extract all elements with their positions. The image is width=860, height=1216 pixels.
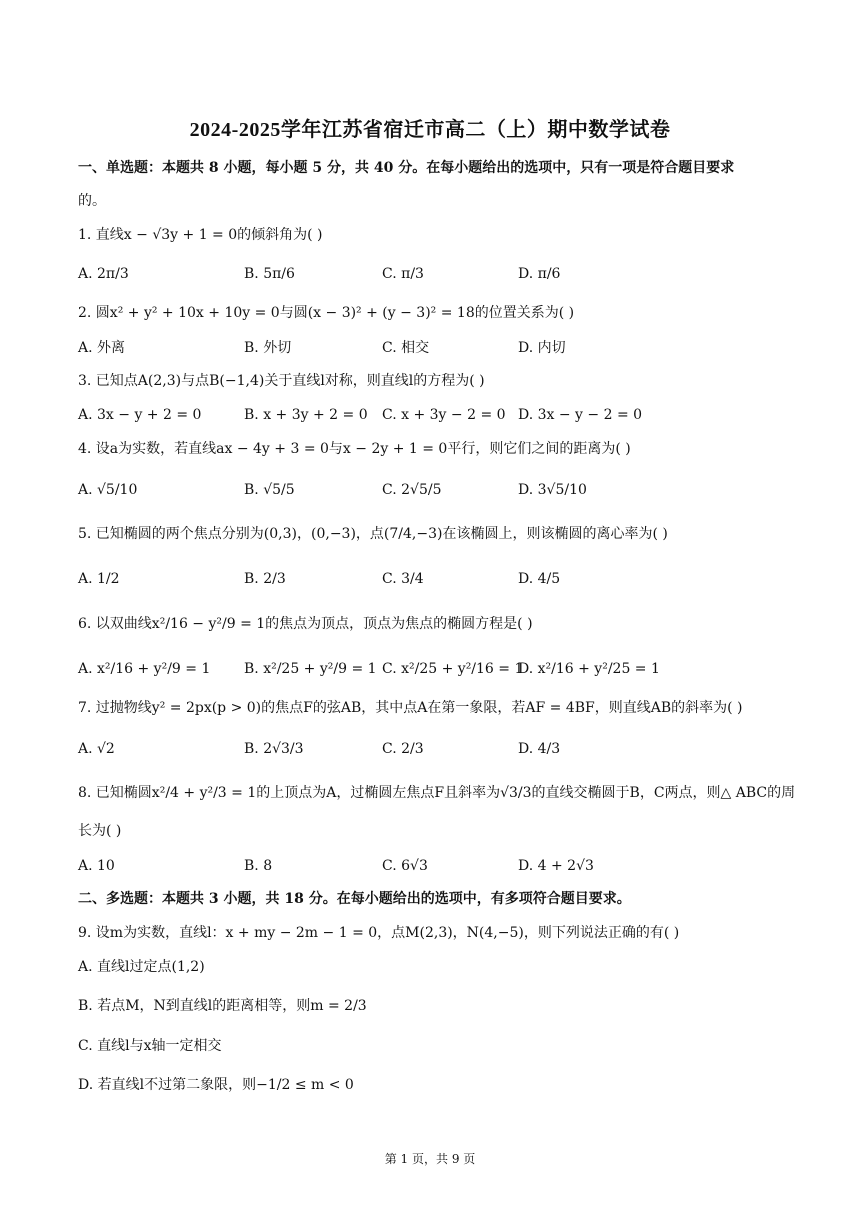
question-9-option-c: C. 直线l与x轴一定相交 bbox=[78, 1038, 222, 1054]
section-1-heading-cont: 的。 bbox=[78, 193, 106, 209]
question-9: 9. 设m为实数，直线l：x + my − 2m − 1 = 0，点M(2,3)，N(4,−5)，则下列说法正确的有( ) bbox=[78, 925, 680, 941]
question-2-option-d: D. 内切 bbox=[518, 340, 566, 356]
question-2-option-c: C. 相交 bbox=[382, 340, 430, 356]
question-8-cont: 长为( ) bbox=[78, 823, 122, 839]
question-5-option-b: B. 2/3 bbox=[244, 571, 286, 587]
section-2-heading: 二、多选题：本题共 3 小题，共 18 分。在每小题给出的选项中，有多项符合题目要求。 bbox=[78, 891, 631, 907]
question-2: 2. 圆x² + y² + 10x + 10y = 0与圆(x − 3)² + (y − 3)² = 18的位置关系为( ) bbox=[78, 305, 575, 321]
question-5-option-d: D. 4/5 bbox=[518, 571, 561, 587]
question-3-option-b: B. x + 3y + 2 = 0 bbox=[244, 407, 368, 423]
question-5-option-c: C. 3/4 bbox=[382, 571, 424, 587]
question-1-option-c: C. π/3 bbox=[382, 266, 424, 282]
question-4-option-c: C. 2√5/5 bbox=[382, 482, 442, 498]
question-3-option-d: D. 3x − y − 2 = 0 bbox=[518, 407, 643, 423]
question-9-option-d: D. 若直线l不过第二象限，则−1/2 ≤ m < 0 bbox=[78, 1077, 354, 1093]
question-1-option-d: D. π/6 bbox=[518, 266, 561, 282]
question-3-option-c: C. x + 3y − 2 = 0 bbox=[382, 407, 506, 423]
question-6-option-a: A. x²/16 + y²/9 = 1 bbox=[78, 661, 211, 677]
question-2-option-b: B. 外切 bbox=[244, 340, 292, 356]
question-4-option-d: D. 3√5/10 bbox=[518, 482, 587, 498]
question-1: 1. 直线x − √3y + 1 = 0的倾斜角为( ) bbox=[78, 227, 323, 243]
question-6-option-d: D. x²/16 + y²/25 = 1 bbox=[518, 661, 660, 677]
exam-title: 2024-2025学年江苏省宿迁市高二（上）期中数学试卷 bbox=[189, 119, 671, 141]
question-5-option-a: A. 1/2 bbox=[78, 571, 120, 587]
question-9-option-b: B. 若点M，N到直线l的距离相等，则m = 2/3 bbox=[78, 998, 367, 1014]
question-4: 4. 设a为实数，若直线ax − 4y + 3 = 0与x − 2y + 1 = 0平行，则它们之间的距离为( ) bbox=[78, 441, 631, 457]
question-6: 6. 以双曲线x²/16 − y²/9 = 1的焦点为顶点，顶点为焦点的椭圆方程是( ) bbox=[78, 616, 533, 632]
question-4-option-b: B. √5/5 bbox=[244, 482, 295, 498]
question-7-option-c: C. 2/3 bbox=[382, 741, 424, 757]
question-8-option-a: A. 10 bbox=[78, 858, 115, 874]
question-4-option-a: A. √5/10 bbox=[78, 482, 138, 498]
question-8-option-d: D. 4 + 2√3 bbox=[518, 858, 594, 874]
question-7-option-b: B. 2√3/3 bbox=[244, 741, 304, 757]
question-8-option-c: C. 6√3 bbox=[382, 858, 428, 874]
question-7: 7. 过抛物线y² = 2px(p > 0)的焦点F的弦AB，其中点A在第一象限，若AF = 4BF，则直线AB的斜率为( ) bbox=[78, 700, 743, 716]
section-1-heading: 一、单选题：本题共 8 小题，每小题 5 分，共 40 分。在每小题给出的选项中，只有一项是符合题目要求 bbox=[78, 160, 735, 176]
question-7-option-d: D. 4/3 bbox=[518, 741, 561, 757]
question-1-option-b: B. 5π/6 bbox=[244, 266, 295, 282]
question-3-option-a: A. 3x − y + 2 = 0 bbox=[78, 407, 202, 423]
question-2-option-a: A. 外离 bbox=[78, 340, 126, 356]
question-9-option-a: A. 直线l过定点(1,2) bbox=[78, 959, 205, 975]
question-6-option-c: C. x²/25 + y²/16 = 1 bbox=[382, 661, 524, 677]
question-6-option-b: B. x²/25 + y²/9 = 1 bbox=[244, 661, 377, 677]
page-footer: 第 1 页，共 9 页 bbox=[384, 1152, 476, 1166]
question-8-option-b: B. 8 bbox=[244, 858, 273, 874]
question-7-option-a: A. √2 bbox=[78, 741, 115, 757]
question-5: 5. 已知椭圆的两个焦点分别为(0,3)，(0,−3)，点(7/4,−3)在该椭圆上，则该椭圆的离心率为( ) bbox=[78, 526, 668, 542]
question-1-option-a: A. 2π/3 bbox=[78, 266, 129, 282]
question-3: 3. 已知点A(2,3)与点B(−1,4)关于直线l对称，则直线l的方程为( ) bbox=[78, 373, 485, 389]
question-8: 8. 已知椭圆x²/4 + y²/3 = 1的上顶点为A，过椭圆左焦点F且斜率为√3/3的直线交椭圆于B，C两点，则△ ABC的周 bbox=[78, 785, 796, 801]
